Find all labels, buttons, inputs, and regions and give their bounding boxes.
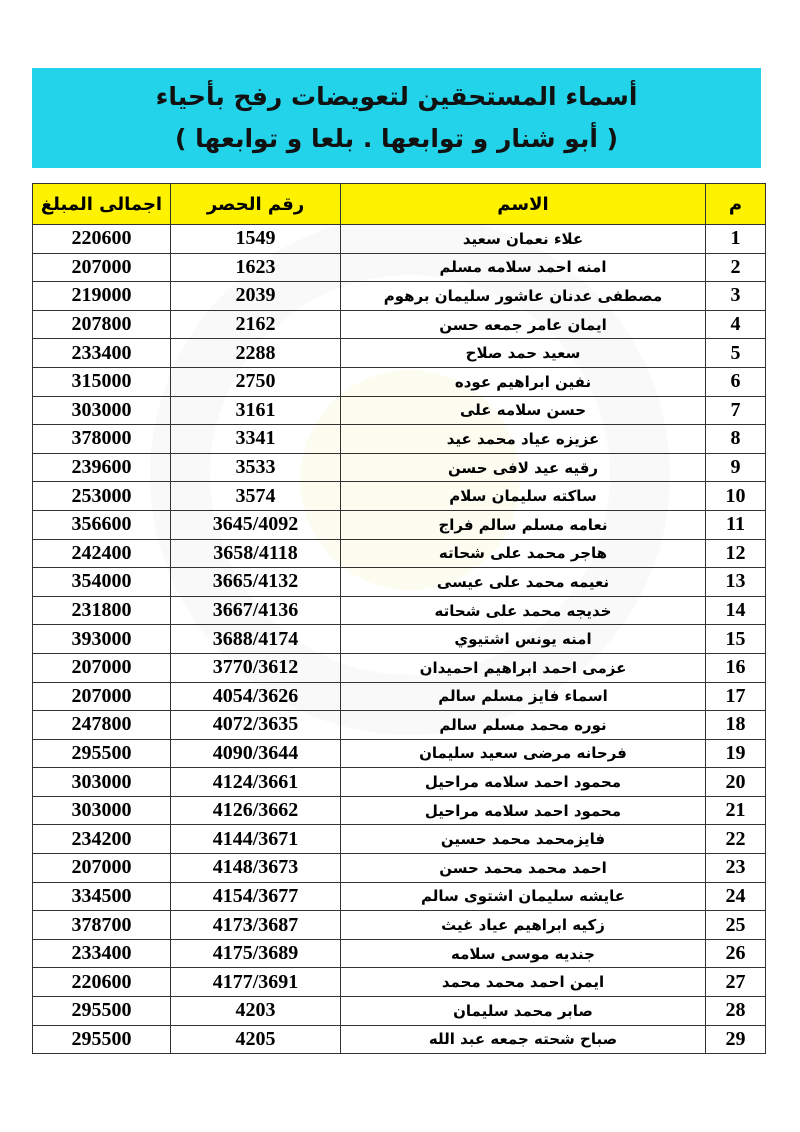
- table-row: [33, 796, 766, 825]
- amount-cell: 220600: [33, 225, 171, 254]
- index-cell: 8: [706, 425, 766, 454]
- title-banner: [32, 68, 761, 168]
- header-name: الاسم: [341, 184, 706, 225]
- amount-cell: 239600: [33, 453, 171, 482]
- amount-cell: 303000: [33, 768, 171, 797]
- survey-no-cell: 2750: [171, 367, 341, 396]
- amount-cell: 315000: [33, 367, 171, 396]
- survey-no-cell: 3161: [171, 396, 341, 425]
- amount-cell: 234200: [33, 825, 171, 854]
- amount-cell: 233400: [33, 339, 171, 368]
- name-cell: حسن سلامه على: [341, 396, 706, 425]
- table-row: [33, 453, 766, 482]
- survey-no-cell: 3667/4136: [171, 596, 341, 625]
- survey-no-cell: 3665/4132: [171, 568, 341, 597]
- name-cell: صابر محمد سليمان: [341, 997, 706, 1026]
- amount-cell: 378000: [33, 425, 171, 454]
- amount-cell: 233400: [33, 939, 171, 968]
- name-cell: ساكته سليمان سلام: [341, 482, 706, 511]
- index-cell: 24: [706, 882, 766, 911]
- table-row: [33, 539, 766, 568]
- table-row: [33, 711, 766, 740]
- index-cell: 25: [706, 911, 766, 940]
- table-row: [33, 768, 766, 797]
- survey-no-cell: 4126/3662: [171, 796, 341, 825]
- name-cell: نفين ابراهيم عوده: [341, 367, 706, 396]
- index-cell: 2: [706, 253, 766, 282]
- index-cell: 1: [706, 225, 766, 254]
- name-cell: جنديه موسى سلامه: [341, 939, 706, 968]
- index-cell: 28: [706, 997, 766, 1026]
- index-cell: 23: [706, 854, 766, 883]
- survey-no-cell: 3645/4092: [171, 510, 341, 539]
- index-cell: 29: [706, 1025, 766, 1054]
- survey-no-cell: 4090/3644: [171, 739, 341, 768]
- survey-no-cell: 3574: [171, 482, 341, 511]
- amount-cell: 207000: [33, 253, 171, 282]
- table-row: [33, 425, 766, 454]
- table-row: [33, 739, 766, 768]
- name-cell: سعيد حمد صلاح: [341, 339, 706, 368]
- table-row: [33, 653, 766, 682]
- amount-cell: 207000: [33, 854, 171, 883]
- name-cell: ايمن احمد محمد محمد: [341, 968, 706, 997]
- name-cell: ايمان عامر جمعه حسن: [341, 310, 706, 339]
- survey-no-cell: 4148/3673: [171, 854, 341, 883]
- survey-no-cell: 3658/4118: [171, 539, 341, 568]
- name-cell: عزمى احمد ابراهيم احميدان: [341, 653, 706, 682]
- index-cell: 13: [706, 568, 766, 597]
- name-cell: امنه يونس اشتيوي: [341, 625, 706, 654]
- table-row: [33, 310, 766, 339]
- table-row: [33, 339, 766, 368]
- name-cell: هاجر محمد على شحاته: [341, 539, 706, 568]
- index-cell: 10: [706, 482, 766, 511]
- amount-cell: 219000: [33, 282, 171, 311]
- amount-cell: 334500: [33, 882, 171, 911]
- amount-cell: 207000: [33, 653, 171, 682]
- name-cell: محمود احمد سلامه مراحيل: [341, 796, 706, 825]
- table-row: [33, 825, 766, 854]
- survey-no-cell: 3688/4174: [171, 625, 341, 654]
- header-index: م: [706, 184, 766, 225]
- table-row: [33, 568, 766, 597]
- survey-no-cell: 4072/3635: [171, 711, 341, 740]
- survey-no-cell: 4175/3689: [171, 939, 341, 968]
- amount-cell: 393000: [33, 625, 171, 654]
- table-row: [33, 596, 766, 625]
- table-row: [33, 911, 766, 940]
- name-cell: خديجه محمد على شحاته: [341, 596, 706, 625]
- index-cell: 18: [706, 711, 766, 740]
- name-cell: رقيه عيد لافى حسن: [341, 453, 706, 482]
- index-cell: 9: [706, 453, 766, 482]
- index-cell: 21: [706, 796, 766, 825]
- survey-no-cell: 1623: [171, 253, 341, 282]
- amount-cell: 207000: [33, 682, 171, 711]
- survey-no-cell: 4203: [171, 997, 341, 1026]
- index-cell: 4: [706, 310, 766, 339]
- index-cell: 14: [706, 596, 766, 625]
- survey-no-cell: 4144/3671: [171, 825, 341, 854]
- survey-no-cell: 2288: [171, 339, 341, 368]
- name-cell: عايشه سليمان اشتوى سالم: [341, 882, 706, 911]
- name-cell: صباح شحته جمعه عبد الله: [341, 1025, 706, 1054]
- amount-cell: 207800: [33, 310, 171, 339]
- name-cell: فايزمحمد محمد حسين: [341, 825, 706, 854]
- amount-cell: 242400: [33, 539, 171, 568]
- amount-cell: 295500: [33, 739, 171, 768]
- index-cell: 16: [706, 653, 766, 682]
- survey-no-cell: 1549: [171, 225, 341, 254]
- amount-cell: 253000: [33, 482, 171, 511]
- survey-no-cell: 2162: [171, 310, 341, 339]
- index-cell: 19: [706, 739, 766, 768]
- name-cell: عزيزه عياد محمد عيد: [341, 425, 706, 454]
- index-cell: 12: [706, 539, 766, 568]
- name-cell: علاء نعمان سعيد: [341, 225, 706, 254]
- table-row: [33, 939, 766, 968]
- amount-cell: 247800: [33, 711, 171, 740]
- table-row: [33, 968, 766, 997]
- index-cell: 11: [706, 510, 766, 539]
- name-cell: اسماء فايز مسلم سالم: [341, 682, 706, 711]
- survey-no-cell: 4205: [171, 1025, 341, 1054]
- beneficiaries-table: [32, 183, 766, 1054]
- index-cell: 22: [706, 825, 766, 854]
- header-survey-no: رقم الحصر: [171, 184, 341, 225]
- title-line-1: أسماء المستحقين لتعويضات رفح بأحياء: [155, 82, 638, 111]
- title-line-2: ( أبو شنار و توابعها . بلعا و توابعها ): [174, 124, 619, 153]
- name-cell: محمود احمد سلامه مراحيل: [341, 768, 706, 797]
- survey-no-cell: 3341: [171, 425, 341, 454]
- survey-no-cell: 4054/3626: [171, 682, 341, 711]
- amount-cell: 295500: [33, 1025, 171, 1054]
- survey-no-cell: 2039: [171, 282, 341, 311]
- table-row: [33, 225, 766, 254]
- amount-cell: 231800: [33, 596, 171, 625]
- survey-no-cell: 3770/3612: [171, 653, 341, 682]
- amount-cell: 354000: [33, 568, 171, 597]
- name-cell: احمد محمد محمد حسن: [341, 854, 706, 883]
- table-row: [33, 367, 766, 396]
- amount-cell: 220600: [33, 968, 171, 997]
- header-amount: اجمالى المبلغ: [33, 184, 171, 225]
- table-row: [33, 253, 766, 282]
- index-cell: 26: [706, 939, 766, 968]
- index-cell: 6: [706, 367, 766, 396]
- name-cell: امنه احمد سلامه مسلم: [341, 253, 706, 282]
- amount-cell: 303000: [33, 396, 171, 425]
- survey-no-cell: 4177/3691: [171, 968, 341, 997]
- name-cell: فرحانه مرضى سعيد سليمان: [341, 739, 706, 768]
- index-cell: 20: [706, 768, 766, 797]
- name-cell: نعامه مسلم سالم فراج: [341, 510, 706, 539]
- table-row: [33, 682, 766, 711]
- survey-no-cell: 4154/3677: [171, 882, 341, 911]
- index-cell: 27: [706, 968, 766, 997]
- survey-no-cell: 4173/3687: [171, 911, 341, 940]
- table-row: [33, 482, 766, 511]
- amount-cell: 303000: [33, 796, 171, 825]
- name-cell: نوره محمد مسلم سالم: [341, 711, 706, 740]
- amount-cell: 356600: [33, 510, 171, 539]
- index-cell: 15: [706, 625, 766, 654]
- table-row: [33, 282, 766, 311]
- survey-no-cell: 3533: [171, 453, 341, 482]
- name-cell: مصطفى عدنان عاشور سليمان برهوم: [341, 282, 706, 311]
- table-row: [33, 625, 766, 654]
- table-header-row: [33, 184, 766, 225]
- index-cell: 3: [706, 282, 766, 311]
- index-cell: 7: [706, 396, 766, 425]
- table-row: [33, 997, 766, 1026]
- index-cell: 17: [706, 682, 766, 711]
- amount-cell: 378700: [33, 911, 171, 940]
- table-row: [33, 510, 766, 539]
- table-row: [33, 396, 766, 425]
- amount-cell: 295500: [33, 997, 171, 1026]
- table-row: [33, 854, 766, 883]
- survey-no-cell: 4124/3661: [171, 768, 341, 797]
- index-cell: 5: [706, 339, 766, 368]
- name-cell: نعيمه محمد على عيسى: [341, 568, 706, 597]
- name-cell: زكيه ابراهيم عياد غيث: [341, 911, 706, 940]
- table-row: [33, 882, 766, 911]
- table-row: [33, 1025, 766, 1054]
